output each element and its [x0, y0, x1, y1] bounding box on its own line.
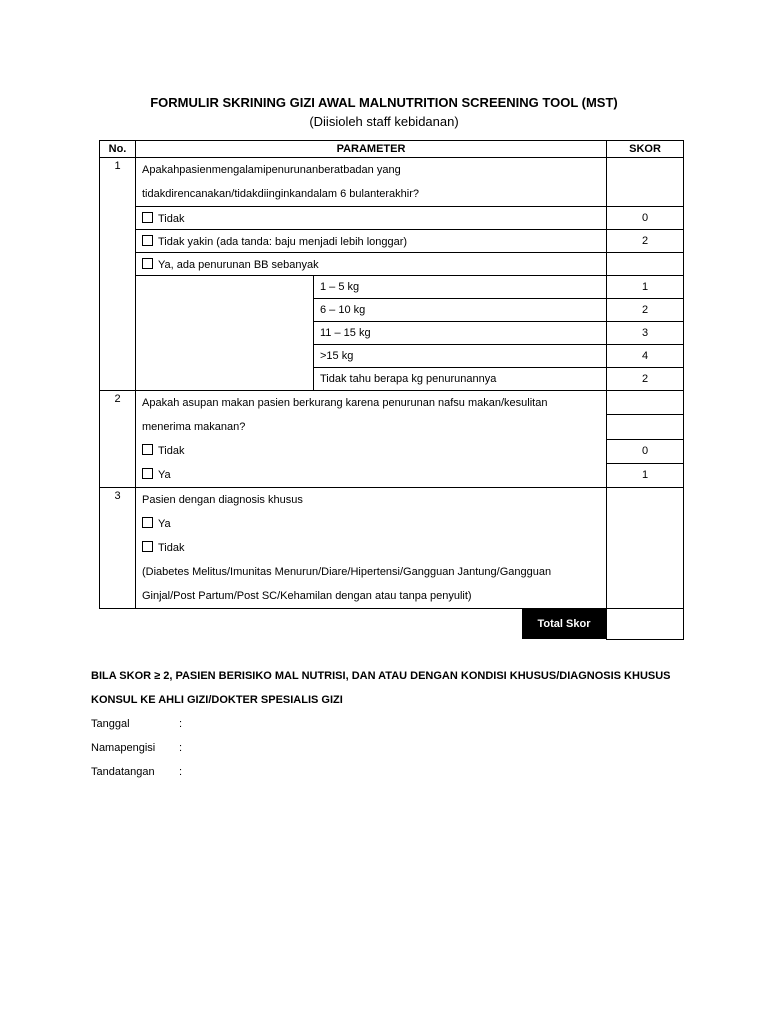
- field-tandatangan[interactable]: [91, 766, 182, 778]
- q2-question-line2: menerima makanan?: [142, 421, 246, 433]
- checkbox-icon[interactable]: [142, 468, 153, 479]
- q2-score-blank: [607, 415, 684, 439]
- q3-row: [100, 488, 684, 609]
- q1-option-row: [100, 207, 684, 230]
- field-tanggal-label: Tanggal: [91, 718, 130, 730]
- q3-note-line1: (Diabetes Melitus/Imunitas Menurun/Diare/Hipertensi/Gangguan Jantung/Gangguan: [142, 566, 552, 578]
- checkbox-icon[interactable]: [142, 541, 153, 552]
- header-skor: SKOR: [607, 141, 684, 158]
- q1-weight-row: [100, 276, 684, 299]
- q1-weight-label: Tidak tahu berapa kg penurunannya: [314, 368, 607, 391]
- header-no: No.: [100, 141, 136, 158]
- q1-weight-score: 2: [607, 368, 684, 391]
- q1-option-tidak-score: 0: [607, 207, 684, 230]
- field-namapengisi-label: Namapengisi: [91, 742, 156, 754]
- total-score-input[interactable]: [607, 609, 684, 640]
- form-title: FORMULIR SKRINING GIZI AWAL MALNUTRITION SCREENING TOOL (MST): [150, 95, 618, 110]
- field-separator: :: [179, 742, 183, 754]
- total-spacer: [100, 609, 314, 640]
- q1-question-line1: Apakahpasienmengalamipenurunanberatbadan yang: [142, 164, 401, 176]
- q3-question: [136, 488, 607, 609]
- q1-weight-score: 4: [607, 345, 684, 368]
- q1-weight-score: 3: [607, 322, 684, 345]
- total-label-wrap: [314, 609, 607, 640]
- q1-weight-label: 1 – 5 kg: [314, 276, 607, 299]
- q3-option-tidak[interactable]: [142, 536, 600, 560]
- q2-question: [136, 391, 607, 488]
- checkbox-icon[interactable]: [142, 258, 153, 269]
- q1-option-tidak-label: Tidak: [158, 212, 185, 225]
- notice-line2: KONSUL KE AHLI GIZI/DOKTER SPESIALIS GIZI: [91, 694, 343, 706]
- q1-weight-label: 11 – 15 kg: [314, 322, 607, 345]
- field-tanggal[interactable]: [91, 718, 182, 730]
- field-separator: :: [179, 718, 183, 730]
- q2-option-ya[interactable]: [142, 463, 600, 487]
- checkbox-icon[interactable]: [142, 517, 153, 528]
- q1-option-ya-label: Ya, ada penurunan BB sebanyak: [158, 258, 319, 271]
- q2-number: 2: [100, 391, 136, 488]
- q3-note-line2: Ginjal/Post Partum/Post SC/Kehamilan dengan atau tanpa penyulit): [142, 590, 472, 602]
- field-tandatangan-label: Tandatangan: [91, 766, 155, 778]
- q1-option-row: [100, 230, 684, 253]
- q1-option-row: [100, 253, 684, 276]
- checkbox-icon[interactable]: [142, 212, 153, 223]
- q3-question-line1: Pasien dengan diagnosis khusus: [142, 494, 303, 506]
- notice-line1: BILA SKOR ≥ 2, PASIEN BERISIKO MAL NUTRISI, DAN ATAU DENGAN KONDISI KHUSUS/DIAGNOSIS KHUSUS: [91, 670, 671, 682]
- q3-option-ya[interactable]: [142, 512, 600, 536]
- total-row: [100, 609, 684, 640]
- form-subtitle: (Diisioleh staff kebidanan): [309, 114, 459, 129]
- q3-option-ya-label: Ya: [158, 518, 171, 530]
- q1-question-line2: tidakdirencanakan/tidakdiinginkandalam 6 bulanterakhir?: [142, 188, 420, 200]
- q2-question-line1: Apakah asupan makan pasien berkurang karena penurunan nafsu makan/kesulitan: [142, 397, 548, 409]
- q1-option-tidak-yakin-score: 2: [607, 230, 684, 253]
- q2-option-tidak-score: 0: [607, 439, 684, 463]
- q1-question: [136, 158, 607, 207]
- q2-option-ya-score: 1: [607, 463, 684, 487]
- q2-option-tidak-label: Tidak: [158, 445, 185, 457]
- screening-table: [99, 140, 684, 640]
- q2-row-1: [100, 391, 684, 415]
- q3-score: [607, 488, 684, 609]
- field-separator: :: [179, 766, 183, 778]
- q1-option-tidak-yakin[interactable]: [136, 230, 607, 253]
- q2-option-ya-label: Ya: [158, 469, 171, 481]
- q2-option-tidak[interactable]: [142, 439, 600, 463]
- checkbox-icon[interactable]: [142, 235, 153, 246]
- q1-weight-label: 6 – 10 kg: [314, 299, 607, 322]
- q1-option-tidak[interactable]: [136, 207, 607, 230]
- field-namapengisi[interactable]: [91, 742, 182, 754]
- q1-weight-spacer: [136, 276, 314, 391]
- q1-option-ya[interactable]: [136, 253, 607, 276]
- q3-option-tidak-label: Tidak: [158, 542, 185, 554]
- q1-weight-label: >15 kg: [314, 345, 607, 368]
- q3-number: 3: [100, 488, 136, 609]
- q1-option-tidak-yakin-label: Tidak yakin (ada tanda: baju menjadi lebih longgar): [158, 235, 408, 248]
- q1-option-ya-score: [607, 253, 684, 276]
- q1-question-row: [100, 158, 684, 207]
- table-header-row: [100, 141, 684, 158]
- q1-weight-score: 2: [607, 299, 684, 322]
- total-label: Total Skor: [522, 609, 606, 639]
- q1-number: 1: [100, 158, 136, 391]
- q1-weight-score: 1: [607, 276, 684, 299]
- header-parameter: PARAMETER: [136, 141, 607, 158]
- q2-score-blank: [607, 391, 684, 415]
- q1-question-score: [607, 158, 684, 207]
- checkbox-icon[interactable]: [142, 444, 153, 455]
